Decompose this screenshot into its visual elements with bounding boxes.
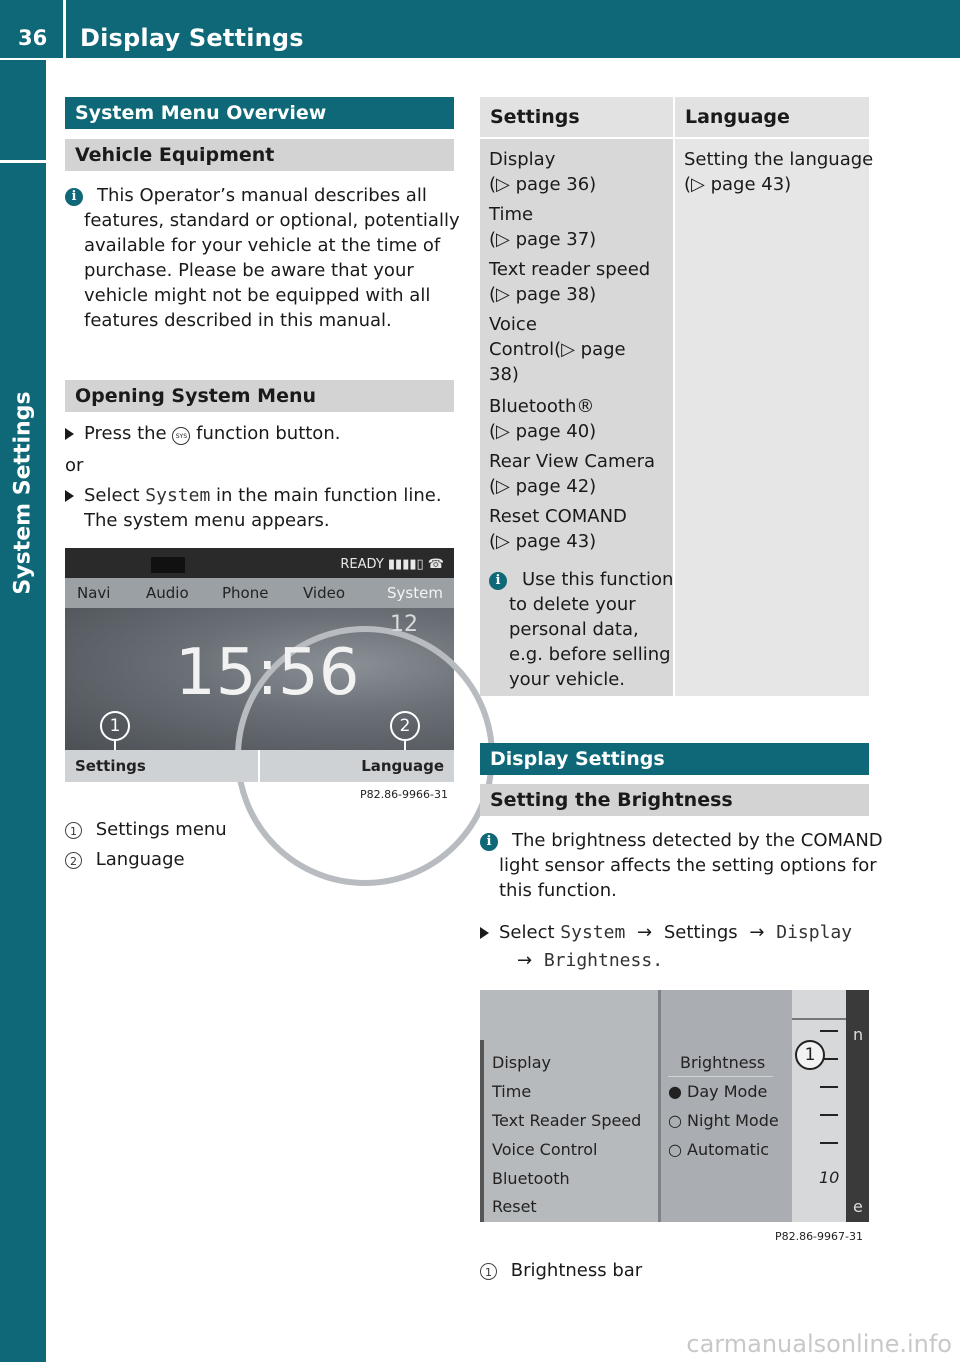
table-cell: Voice Control(▷ page 38) <box>489 314 626 385</box>
vehicle-info-line: vehicle might not be equipped with all <box>84 285 431 306</box>
legend-item: 1 Brightness bar <box>480 1258 642 1283</box>
brightness-info-line: light sensor affects the setting options for <box>499 855 877 876</box>
option-day-mode: ● Day Mode <box>668 1082 768 1101</box>
table-cell: Time (▷ page 37) <box>489 204 597 250</box>
image-code: P82.86-9966-31 <box>359 788 448 801</box>
step-press-sys: Press the SYS function button. <box>84 423 341 444</box>
table-info-line: Use this function <box>522 569 674 590</box>
submenu-text-reader: Text Reader Speed <box>492 1111 642 1130</box>
table-info-line: to delete your <box>509 594 636 615</box>
callout-2: 2 <box>390 711 420 741</box>
menu-navi: Navi <box>77 584 111 602</box>
system-menu-screenshot <box>65 548 454 810</box>
subsection-setting-brightness: Setting the Brightness <box>480 784 869 816</box>
brightness-screenshot <box>480 990 869 1247</box>
subsection-vehicle-equipment: Vehicle Equipment <box>65 139 454 171</box>
page-number: 36 <box>18 26 48 50</box>
submenu-voice-control: Voice Control <box>492 1140 598 1159</box>
table-cell: Setting the language (▷ page 43) <box>684 149 874 195</box>
callout-1: 1 <box>795 1040 825 1070</box>
scale-value: 10 <box>819 1168 840 1187</box>
menu-system: System <box>387 584 443 602</box>
vehicle-info-line: features, standard or optional, potentially <box>84 210 460 231</box>
legend-item: 2 Language <box>65 847 185 872</box>
table-info-line: e.g. before selling <box>509 644 671 665</box>
vehicle-info-line: available for your vehicle at the time of <box>84 235 441 256</box>
status-ready: READY ▮▮▮▮▯ ☎ <box>340 557 444 572</box>
footer-settings: Settings <box>75 757 146 775</box>
image-code: P82.86-9967-31 <box>774 1230 863 1243</box>
info-icon: i <box>489 570 513 590</box>
side-tab <box>0 163 46 1362</box>
side-tab-top <box>0 60 46 160</box>
footer-language: Language <box>361 757 444 775</box>
submenu-reset: Reset <box>492 1197 537 1216</box>
info-icon: i <box>480 831 504 851</box>
dial-number: 12 <box>390 612 418 637</box>
option-night-mode: ○ Night Mode <box>668 1111 779 1130</box>
table-info-line: your vehicle. <box>509 669 626 690</box>
brightness-info-line: this function. <box>499 880 617 901</box>
main-function-line <box>65 578 454 608</box>
table-header-settings: Settings <box>480 97 673 137</box>
table-cell: Rear View Camera (▷ page 42) <box>489 451 655 497</box>
vehicle-info-line: purchase. Please be aware that your <box>84 260 414 281</box>
info-icon: i <box>65 186 89 206</box>
menu-phone: Phone <box>222 584 269 602</box>
legend-item: 1 Settings menu <box>65 817 227 842</box>
table-info-line: personal data, <box>509 619 639 640</box>
table-cell: Text reader speed (▷ page 38) <box>489 259 651 305</box>
callout-1: 1 <box>100 711 130 741</box>
menu-audio: Audio <box>146 584 189 602</box>
submenu-bluetooth: Bluetooth <box>492 1169 570 1188</box>
or-text: or <box>65 455 84 476</box>
step-arrow-icon <box>65 428 74 440</box>
vehicle-info-line: features described in this manual. <box>84 310 392 331</box>
display-submenu <box>480 990 661 1222</box>
page-title: Display Settings <box>80 24 304 52</box>
brightness-info-line: The brightness detected by the COMAND <box>512 830 883 851</box>
screen-edge: n e <box>846 990 869 1222</box>
header-divider <box>63 0 66 58</box>
step-select-brightness-cont: → Brightness. <box>517 950 664 971</box>
subsection-opening-system-menu: Opening System Menu <box>65 380 454 412</box>
section-display-settings: Display Settings <box>480 743 869 775</box>
sys-button-icon: SYS <box>172 427 190 445</box>
vehicle-info-line: This Operator’s manual describes all <box>97 185 427 206</box>
option-automatic: ○ Automatic <box>668 1140 770 1159</box>
watermark: carmanualsonline.info <box>686 1330 952 1358</box>
status-bar <box>65 548 454 578</box>
table-cell: Bluetooth® (▷ page 40) <box>489 396 597 442</box>
page-header <box>0 0 960 58</box>
brightness-header: Brightness <box>680 1053 766 1072</box>
table-col-language <box>675 139 869 696</box>
table-cell: Display (▷ page 36) <box>489 149 597 195</box>
step-select-brightness: Select System → Settings → Display <box>499 922 853 943</box>
step-arrow-icon <box>65 490 74 502</box>
side-tab-label: System Settings <box>10 391 36 595</box>
section-system-menu-overview: System Menu Overview <box>65 97 454 129</box>
step-result: The system menu appears. <box>84 510 330 531</box>
table-header-language: Language <box>675 97 869 137</box>
brightness-options <box>661 990 792 1222</box>
table-cell: Reset COMAND (▷ page 43) <box>489 506 627 552</box>
submenu-time: Time <box>492 1082 532 1101</box>
submenu-display: Display <box>492 1053 551 1072</box>
step-select-system: Select System in the main function line. <box>84 485 442 506</box>
clock-display <box>65 608 454 750</box>
step-arrow-icon <box>480 927 489 939</box>
brightness-bar <box>792 990 846 1222</box>
menu-video: Video <box>303 584 346 602</box>
clock-time: 15:56 <box>175 636 360 710</box>
